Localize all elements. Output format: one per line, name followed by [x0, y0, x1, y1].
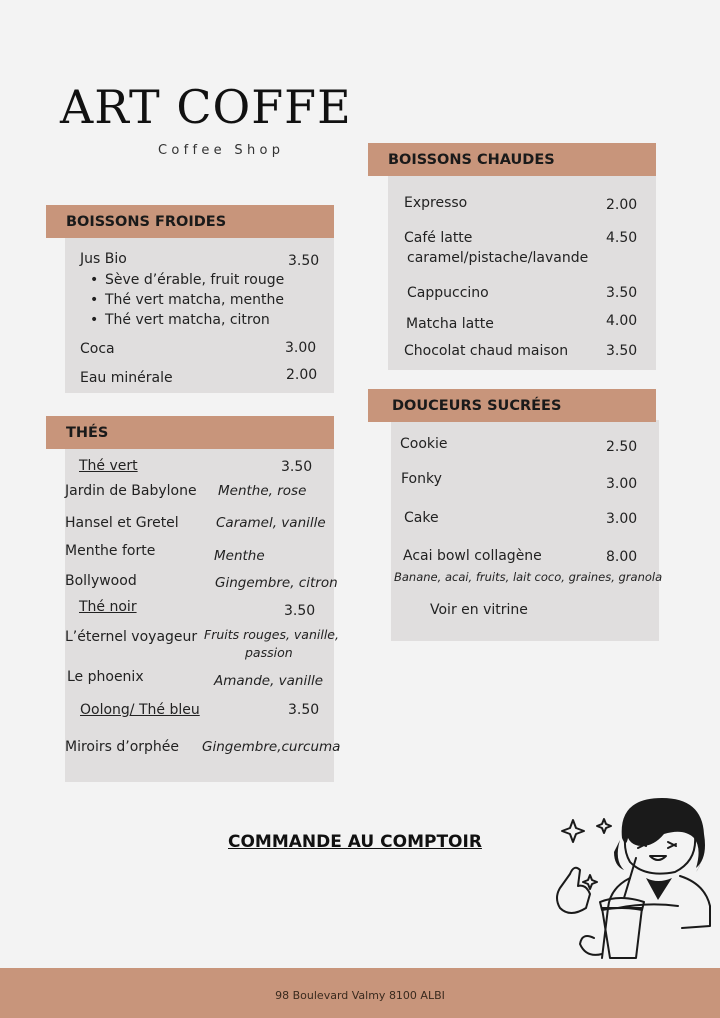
hot-drinks-header: BOISSONS CHAUDES — [368, 143, 656, 176]
tea-desc: passion — [245, 645, 293, 660]
sweet-price: 2.50 — [606, 439, 638, 455]
hot-drink-price: 3.50 — [606, 343, 638, 359]
brand-subtitle: Coffee Shop — [158, 143, 285, 158]
sweet-price: 3.00 — [606, 511, 638, 527]
list-item: • Thé vert matcha, menthe — [80, 290, 284, 310]
cold-drinks-header: BOISSONS FROIDES — [46, 205, 334, 238]
sweet-name: Acai bowl collagène — [403, 548, 542, 564]
oolong-tea-label: Oolong/ Thé bleu — [80, 702, 200, 718]
coca-price: 3.00 — [285, 340, 317, 356]
tea-desc: Caramel, vanille — [216, 515, 326, 531]
hot-drink-name: Cappuccino — [407, 285, 489, 301]
tea-name: Miroirs d’orphée — [65, 739, 180, 755]
green-tea-price: 3.50 — [281, 459, 313, 475]
tea-desc: Amande, vanille — [214, 673, 324, 689]
tea-desc: Gingembre,curcuma — [202, 739, 341, 755]
jus-bio-name: Jus Bio — [80, 251, 127, 267]
hot-drink-name: Chocolat chaud maison — [404, 343, 569, 359]
tea-desc: Fruits rouges, vanille, — [204, 627, 339, 642]
sweet-sub: Banane, acai, fruits, lait coco, graines, granola — [394, 570, 663, 584]
tea-name: Hansel et Gretel — [65, 515, 179, 531]
tea-name: Le phoenix — [67, 669, 144, 685]
tea-desc: Gingembre, citron — [215, 575, 338, 591]
hot-drink-name: Expresso — [404, 195, 468, 211]
sweet-price: 3.00 — [606, 476, 638, 492]
jus-bio-price: 3.50 — [288, 253, 320, 269]
hot-drink-sub: caramel/pistache/lavande — [407, 250, 589, 266]
eau-name: Eau minérale — [80, 370, 173, 386]
hot-drink-price: 2.00 — [606, 197, 638, 213]
green-tea-label: Thé vert — [79, 458, 138, 474]
tea-name: Bollywood — [65, 573, 137, 589]
oolong-tea-price: 3.50 — [288, 702, 320, 718]
black-tea-label: Thé noir — [79, 599, 137, 615]
tea-name: Menthe forte — [65, 543, 156, 559]
sweet-name: Fonky — [401, 471, 442, 487]
tea-desc: Menthe, rose — [218, 483, 307, 499]
hot-drink-name: Matcha latte — [406, 316, 494, 332]
tea-name: L’éternel voyageur — [65, 629, 198, 645]
jus-bio-options — [80, 270, 284, 330]
list-item: • Thé vert matcha, citron — [80, 310, 284, 330]
brand-title: ART COFFE — [60, 80, 352, 134]
sweet-price: 8.00 — [606, 549, 638, 565]
footer-address: 98 Boulevard Valmy 8100 ALBI — [275, 989, 445, 1002]
hot-drink-price: 3.50 — [606, 285, 638, 301]
tea-desc: Menthe — [214, 548, 265, 564]
girl-with-coffee-thumbs-up-icon — [540, 798, 715, 966]
coca-name: Coca — [80, 341, 115, 357]
order-at-counter-text: COMMANDE AU COMPTOIR — [228, 832, 482, 852]
sweets-note: Voir en vitrine — [430, 602, 528, 618]
sweets-header: DOUCEURS SUCRÉES — [368, 389, 656, 422]
list-item: • Sève d’érable, fruit rouge — [80, 270, 284, 290]
sweet-name: Cookie — [400, 436, 448, 452]
tea-name: Jardin de Babylone — [65, 483, 197, 499]
black-tea-price: 3.50 — [284, 603, 316, 619]
sweet-name: Cake — [404, 510, 439, 526]
hot-drink-price: 4.50 — [606, 230, 638, 246]
hot-drink-price: 4.00 — [606, 313, 638, 329]
eau-price: 2.00 — [286, 367, 318, 383]
teas-header: THÉS — [46, 416, 334, 449]
hot-drink-name: Café latte — [404, 230, 473, 246]
